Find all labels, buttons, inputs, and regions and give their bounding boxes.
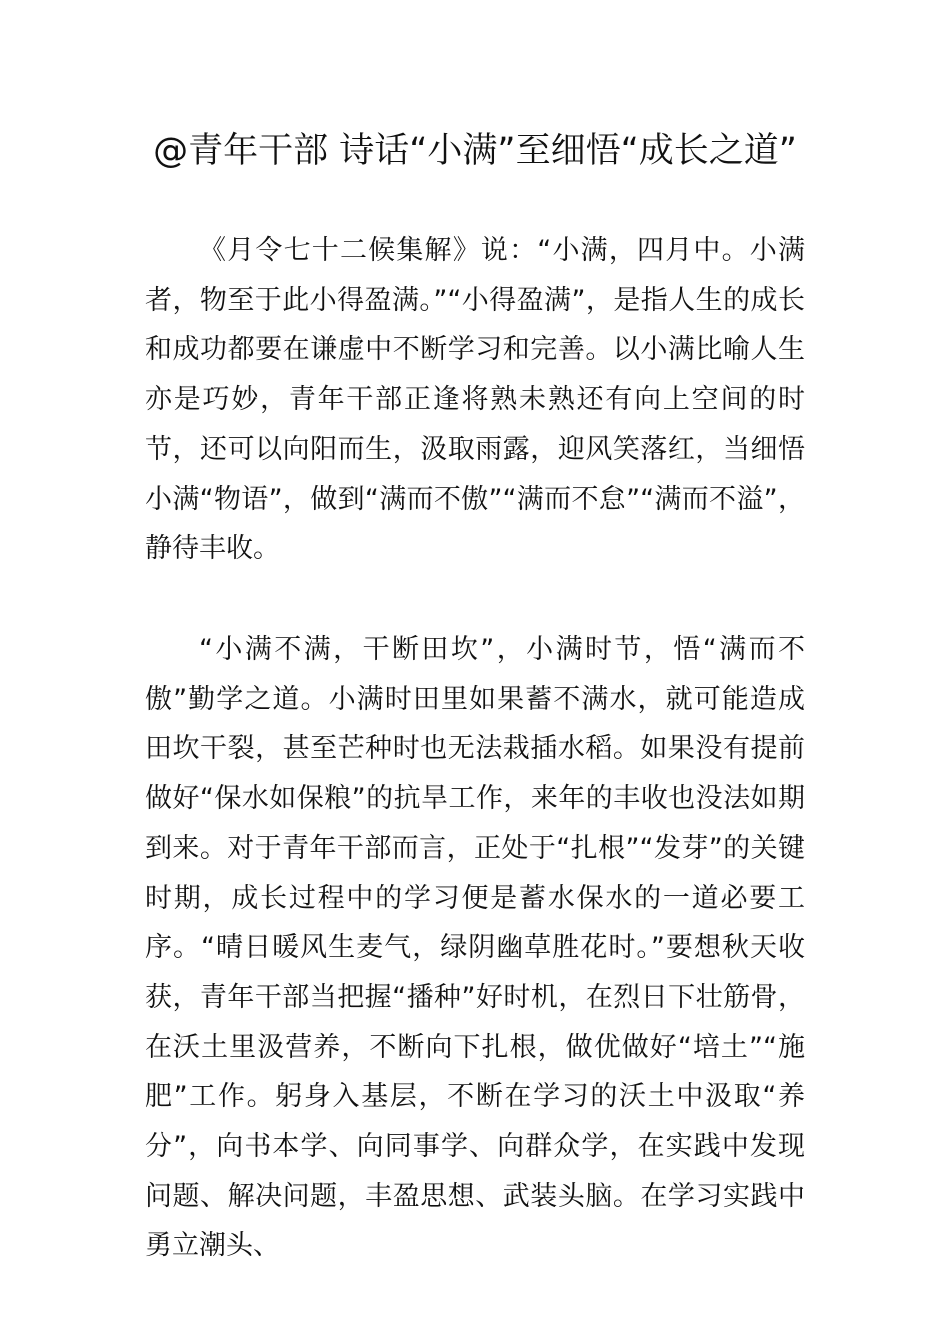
paragraph-2: “小满不满，干断田坎”，小满时节，悟“满而不傲”勤学之道。小满时田里如果蓄不满水，就可能造成田坎干裂，甚至芒种时也无法栽插水稻。如果没有提前做好“保水如保粮”的抗旱工作，来年的丰收也没法如期到来。对于青年干部而言，正处于“扎根”“发芽”的关键时期，成长过程中的学习便是蓄水保水的一道必要工序。“晴日暖风生麦气，绿阴幽草胜花时。”要想秋天收获，青年干部当把握“播种”好时机，在烈日下壮筋骨，在沃土里汲营养，不断向下扎根，做优做好“培土”“施肥”工作。躬身入基层，不断在学习的沃土中汲取“养分”，向书本学、向同事学、向群众学，在实践中发现问题、解决问题，丰盈思想、武装头脑。在学习实践中勇立潮头、 (145, 634, 805, 1262)
paragraph-1: 《月令七十二候集解》说：“小满，四月中。小满者，物至于此小得盈满。”“小得盈满”，是指人生的成长和成功都要在谦虚中不断学习和完善。以小满比喻人生亦是巧妙，青年干部正逢将熟未熟还有向上空间的时节，还可以向阳而生，汲取雨露，迎风笑落红，当细悟小满“物语”，做到“满而不傲”“满而不怠”“满而不溢”，静待丰收。 (145, 235, 805, 565)
document-title: @青年干部 诗话“小满”至细悟“成长之道” (153, 131, 797, 171)
